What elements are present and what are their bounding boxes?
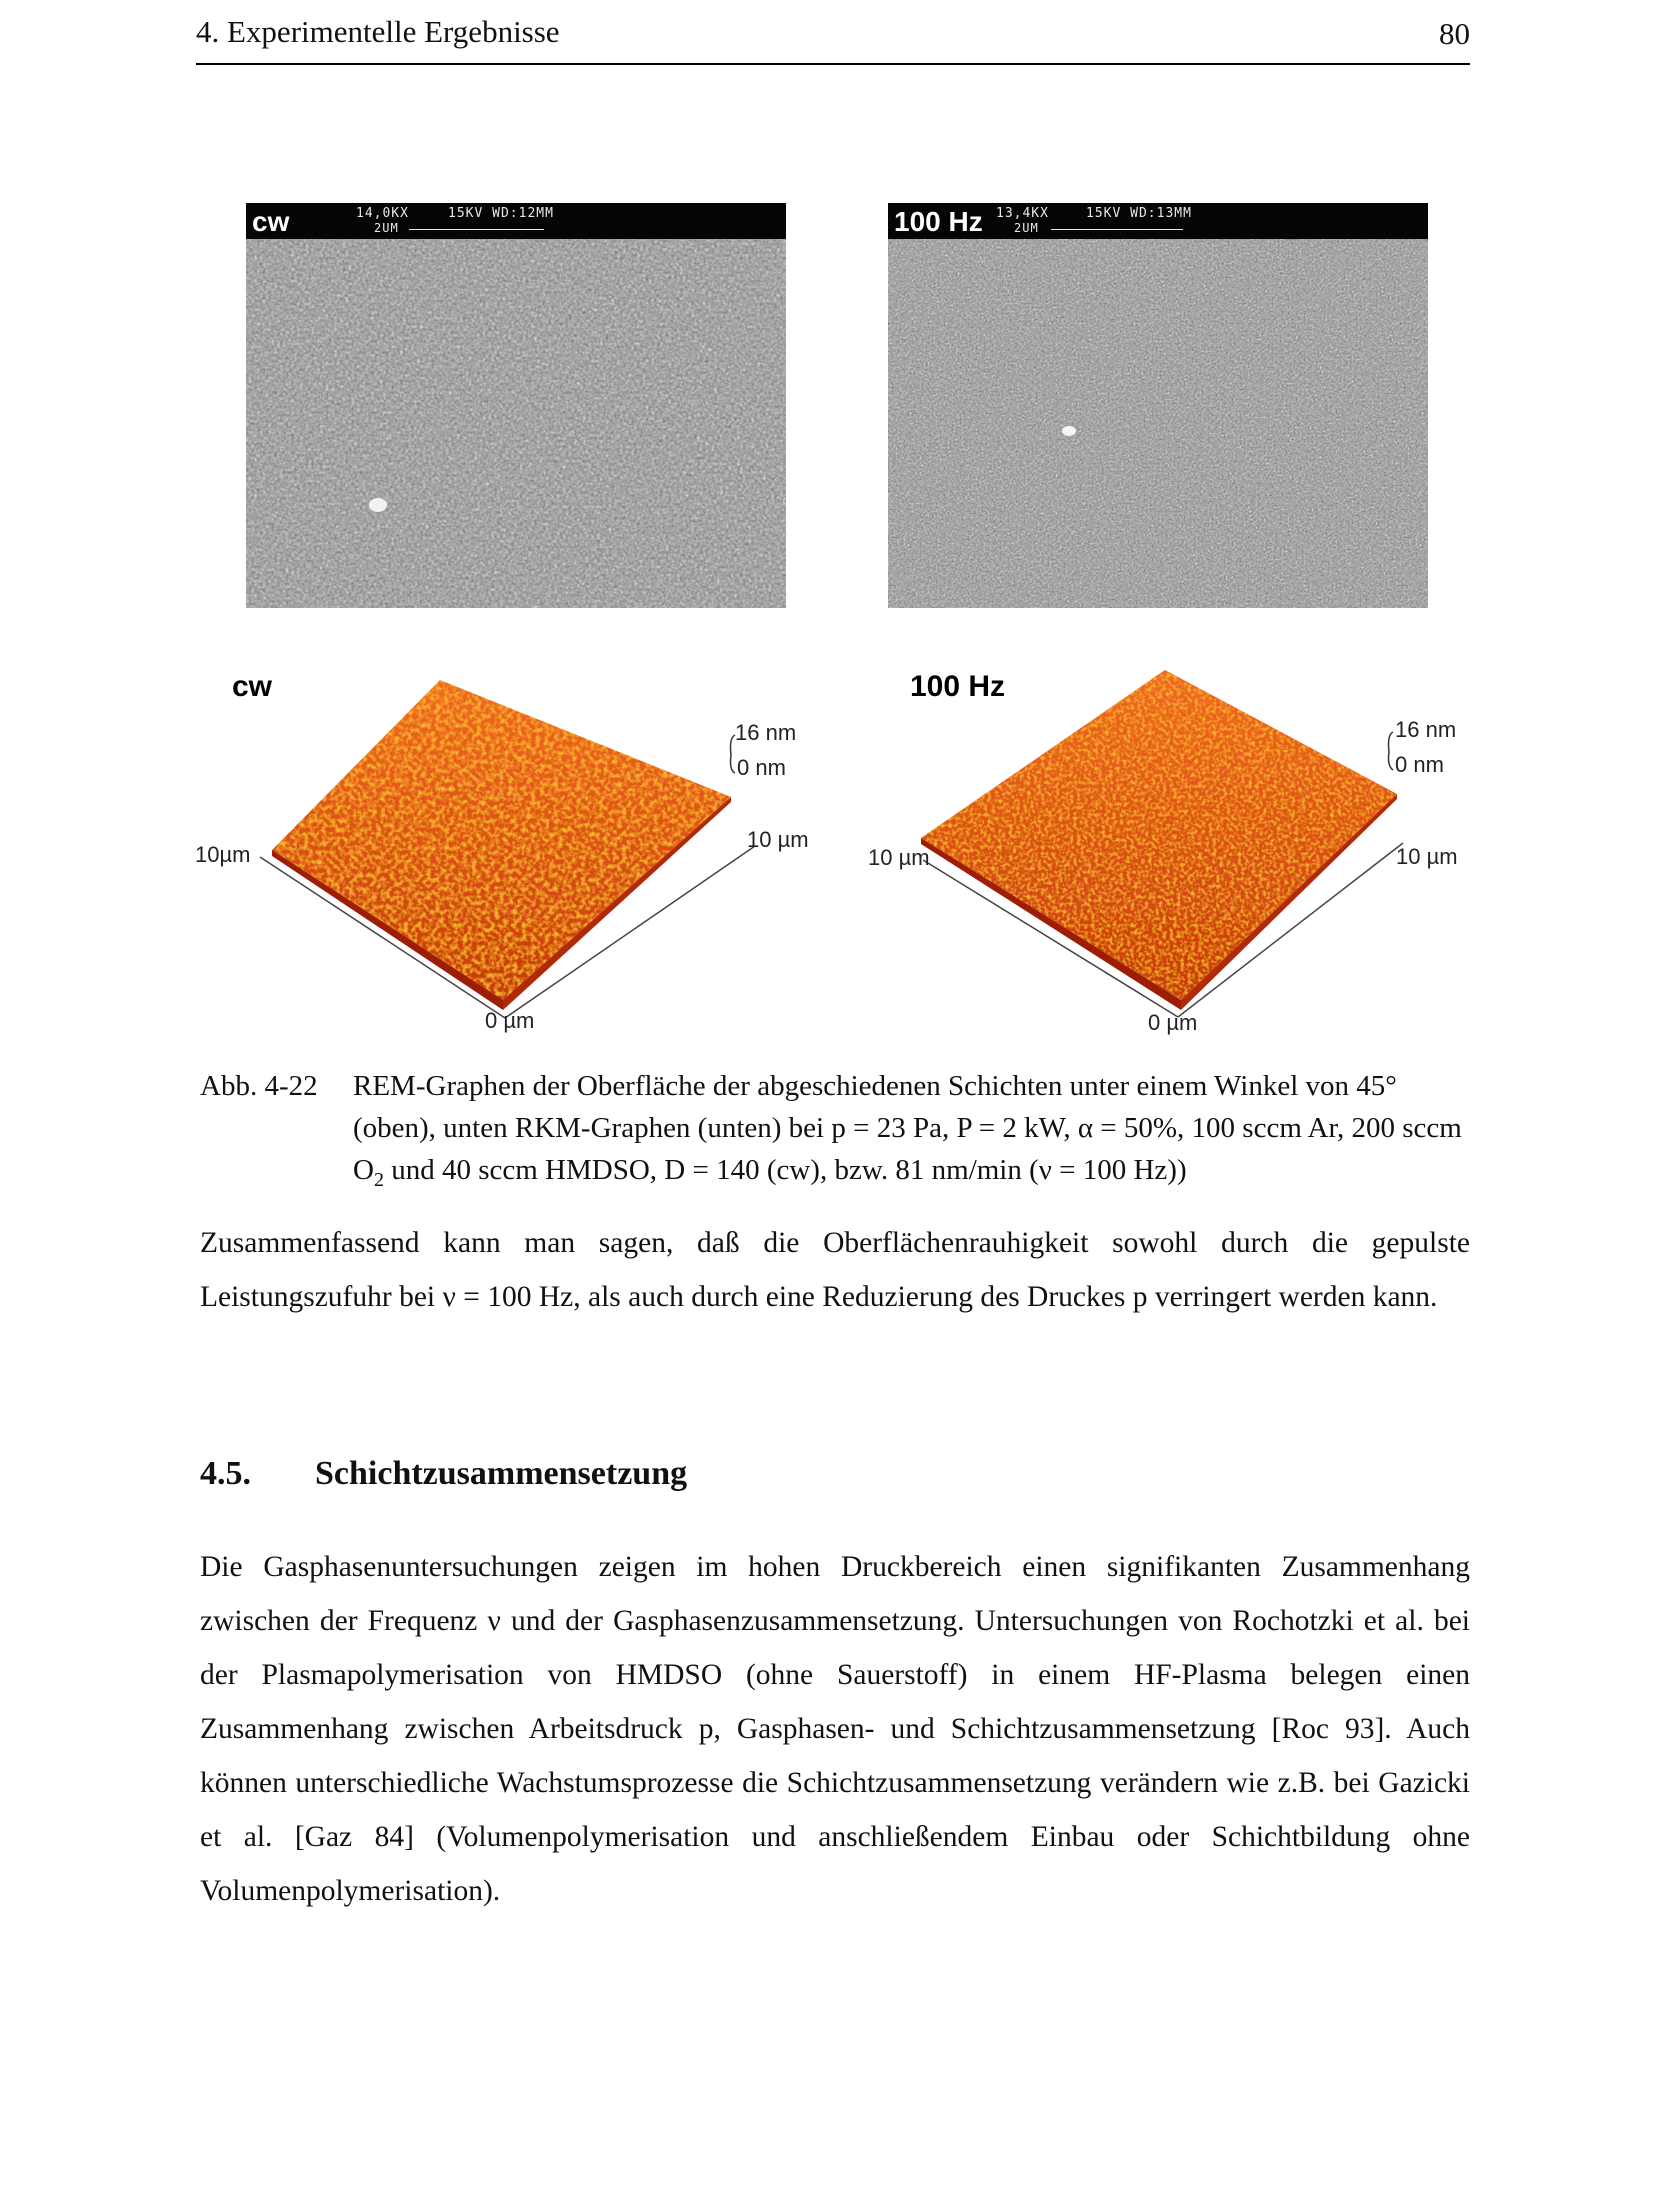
sem-scale-bar	[409, 229, 544, 230]
caption-subscript: 2	[373, 1168, 384, 1191]
afm-axis-label-left: 10µm	[195, 842, 251, 867]
chapter-title: 4. Experimentelle Ergebnisse	[196, 14, 560, 49]
sem-infobar	[888, 203, 1428, 239]
section-number: 4.5.	[200, 1455, 251, 1492]
sem-texture	[888, 203, 1428, 608]
sem-label: 100 Hz	[894, 206, 983, 237]
afm-z-max: 16 nm	[1395, 717, 1457, 742]
afm-axis-label-origin: 0 µm	[485, 1008, 535, 1033]
afm-surface-svg	[863, 660, 1503, 1060]
afm-axis-label-right: 10 µm	[747, 827, 809, 852]
afm-surface-svg	[195, 660, 835, 1060]
section-title: Schichtzusammensetzung	[315, 1455, 688, 1492]
caption-label: Abb. 4-22	[200, 1070, 318, 1102]
caption-text-part1: REM-Graphen der Oberfläche der abgeschiedenen Schichten unter einem Winkel von 45° (oben), unten RKM-Graphen (unten) bei p = 23 Pa, P = 2 kW, α = 50%, 100 sccm Ar, 200 sccm O	[353, 1070, 1462, 1186]
afm-axis-label-origin: 0 µm	[1148, 1010, 1198, 1035]
afm-surface	[272, 680, 731, 1000]
sem-magnification: 13,4KX	[996, 206, 1049, 221]
afm-z-max: 16 nm	[735, 720, 797, 745]
afm-axis-label-right: 10 µm	[1396, 844, 1458, 869]
afm-plot-100hz	[863, 660, 1503, 1060]
paragraph-summary: Zusammenfassend kann man sagen, daß die Oberflächenrauhigkeit sowohl durch die gepulste Leistungszufuhr bei ν = 100 Hz, als auch durch eine Reduzierung des Druckes p verringert werden kann.	[200, 1227, 1470, 1313]
sem-scale-bar	[1051, 229, 1183, 230]
afm-z-bracket	[1389, 732, 1394, 770]
sem-scale-label: 2UM	[1014, 221, 1039, 235]
running-header	[196, 8, 1470, 65]
afm-plot-cw	[195, 660, 835, 1060]
sem-scale-label: 2UM	[374, 221, 399, 235]
caption-text	[353, 1065, 1470, 1201]
afm-title-100hz: 100 Hz	[910, 670, 1006, 703]
afm-title-cw: cw	[232, 670, 273, 703]
caption-text-part2: und 40 sccm HMDSO, D = 140 (cw), bzw. 81 nm/min (ν = 100 Hz))	[383, 1154, 1187, 1186]
sem-magnification: 14,0KX	[356, 206, 409, 221]
page-number: 80	[1439, 16, 1470, 51]
afm-surface	[921, 670, 1397, 1000]
afm-z-min: 0 nm	[1395, 752, 1444, 777]
sem-image-cw	[246, 203, 786, 608]
afm-z-min: 0 nm	[737, 755, 786, 780]
sem-texture	[246, 203, 786, 608]
afm-axis-label-left: 10 µm	[868, 845, 930, 870]
sem-image-100hz	[888, 203, 1428, 608]
sem-voltage-wd: 15KV WD:13MM	[1086, 206, 1192, 221]
particle	[369, 498, 387, 512]
sem-label: cw	[252, 206, 290, 237]
paragraph-gas-phase: Die Gasphasenuntersuchungen zeigen im hohen Druckbereich einen signifikanten Zusammenhang zwischen der Frequenz ν und der Gasphasenzusammensetzung. Untersuchungen von Rochotzki et al. bei der Plasmapolymerisation von HMDSO (ohne Sauerstoff) in einem HF-Plasma belegen einen Zusammenhang zwischen Arbeitsdruck p, Gasphasen- und Schichtzusammensetzung [Roc 93]. Auch können unterschiedliche Wachstumsprozesse die Schichtzusammensetzung verändern wie z.B. bei Gazicki et al. [Gaz 84] (Volumenpolymerisation und anschließendem Einbau oder Schichtbildung ohne Volumenpolymerisation).	[200, 1551, 1470, 1907]
particle	[1062, 426, 1076, 436]
sem-voltage-wd: 15KV WD:12MM	[448, 206, 554, 221]
sem-infobar	[246, 203, 786, 239]
